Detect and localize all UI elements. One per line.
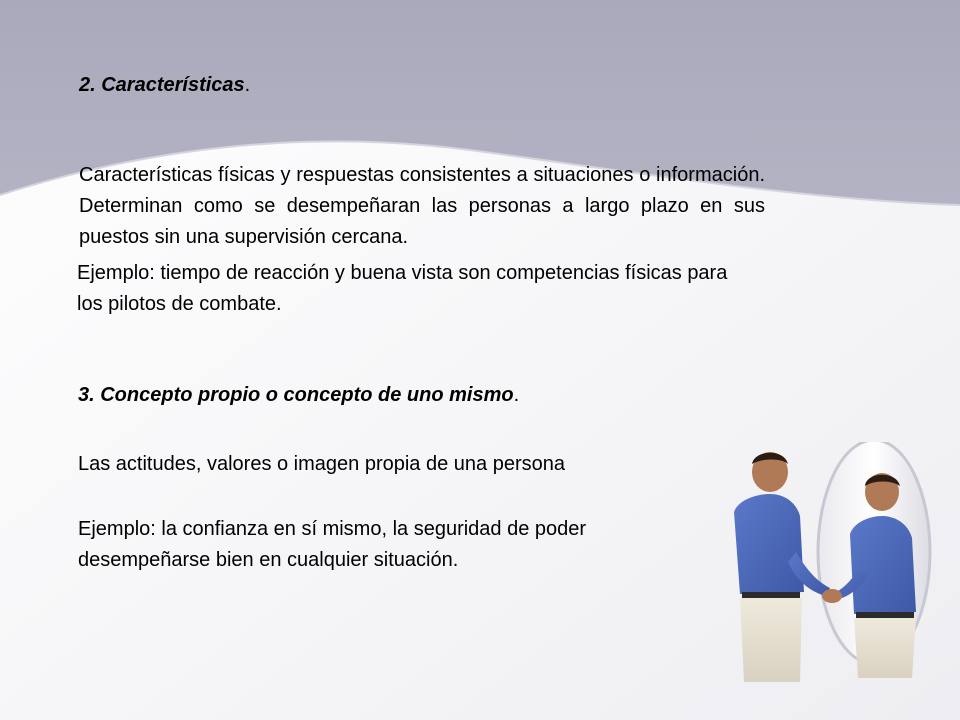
section2-heading-punct: . (244, 74, 251, 96)
section3-heading (78, 380, 519, 411)
handshake-illustration (726, 442, 936, 682)
section2-example: Ejemplo: tiempo de reacción y buena vista son competencias físicas para los pilotos de combate. (77, 262, 728, 315)
section3-example: Ejemplo: la confianza en sí mismo, la seguridad de poder desempeñarse bien en cualquier situación. (78, 518, 587, 571)
section3-heading-text: 3. Concepto propio o concepto de uno mismo (78, 384, 514, 406)
section2-heading (79, 70, 250, 101)
section3-heading-punct: . (513, 384, 520, 406)
section2-description: Características físicas y respuestas consistentes a situaciones o información. Determinan como se desempeñaran las personas a largo plazo en sus puestos sin una supervisión cercana. (79, 164, 765, 248)
section3-description: Las actitudes, valores o imagen propia de una persona (78, 453, 565, 475)
section2-heading-text: 2. Características (79, 74, 245, 96)
